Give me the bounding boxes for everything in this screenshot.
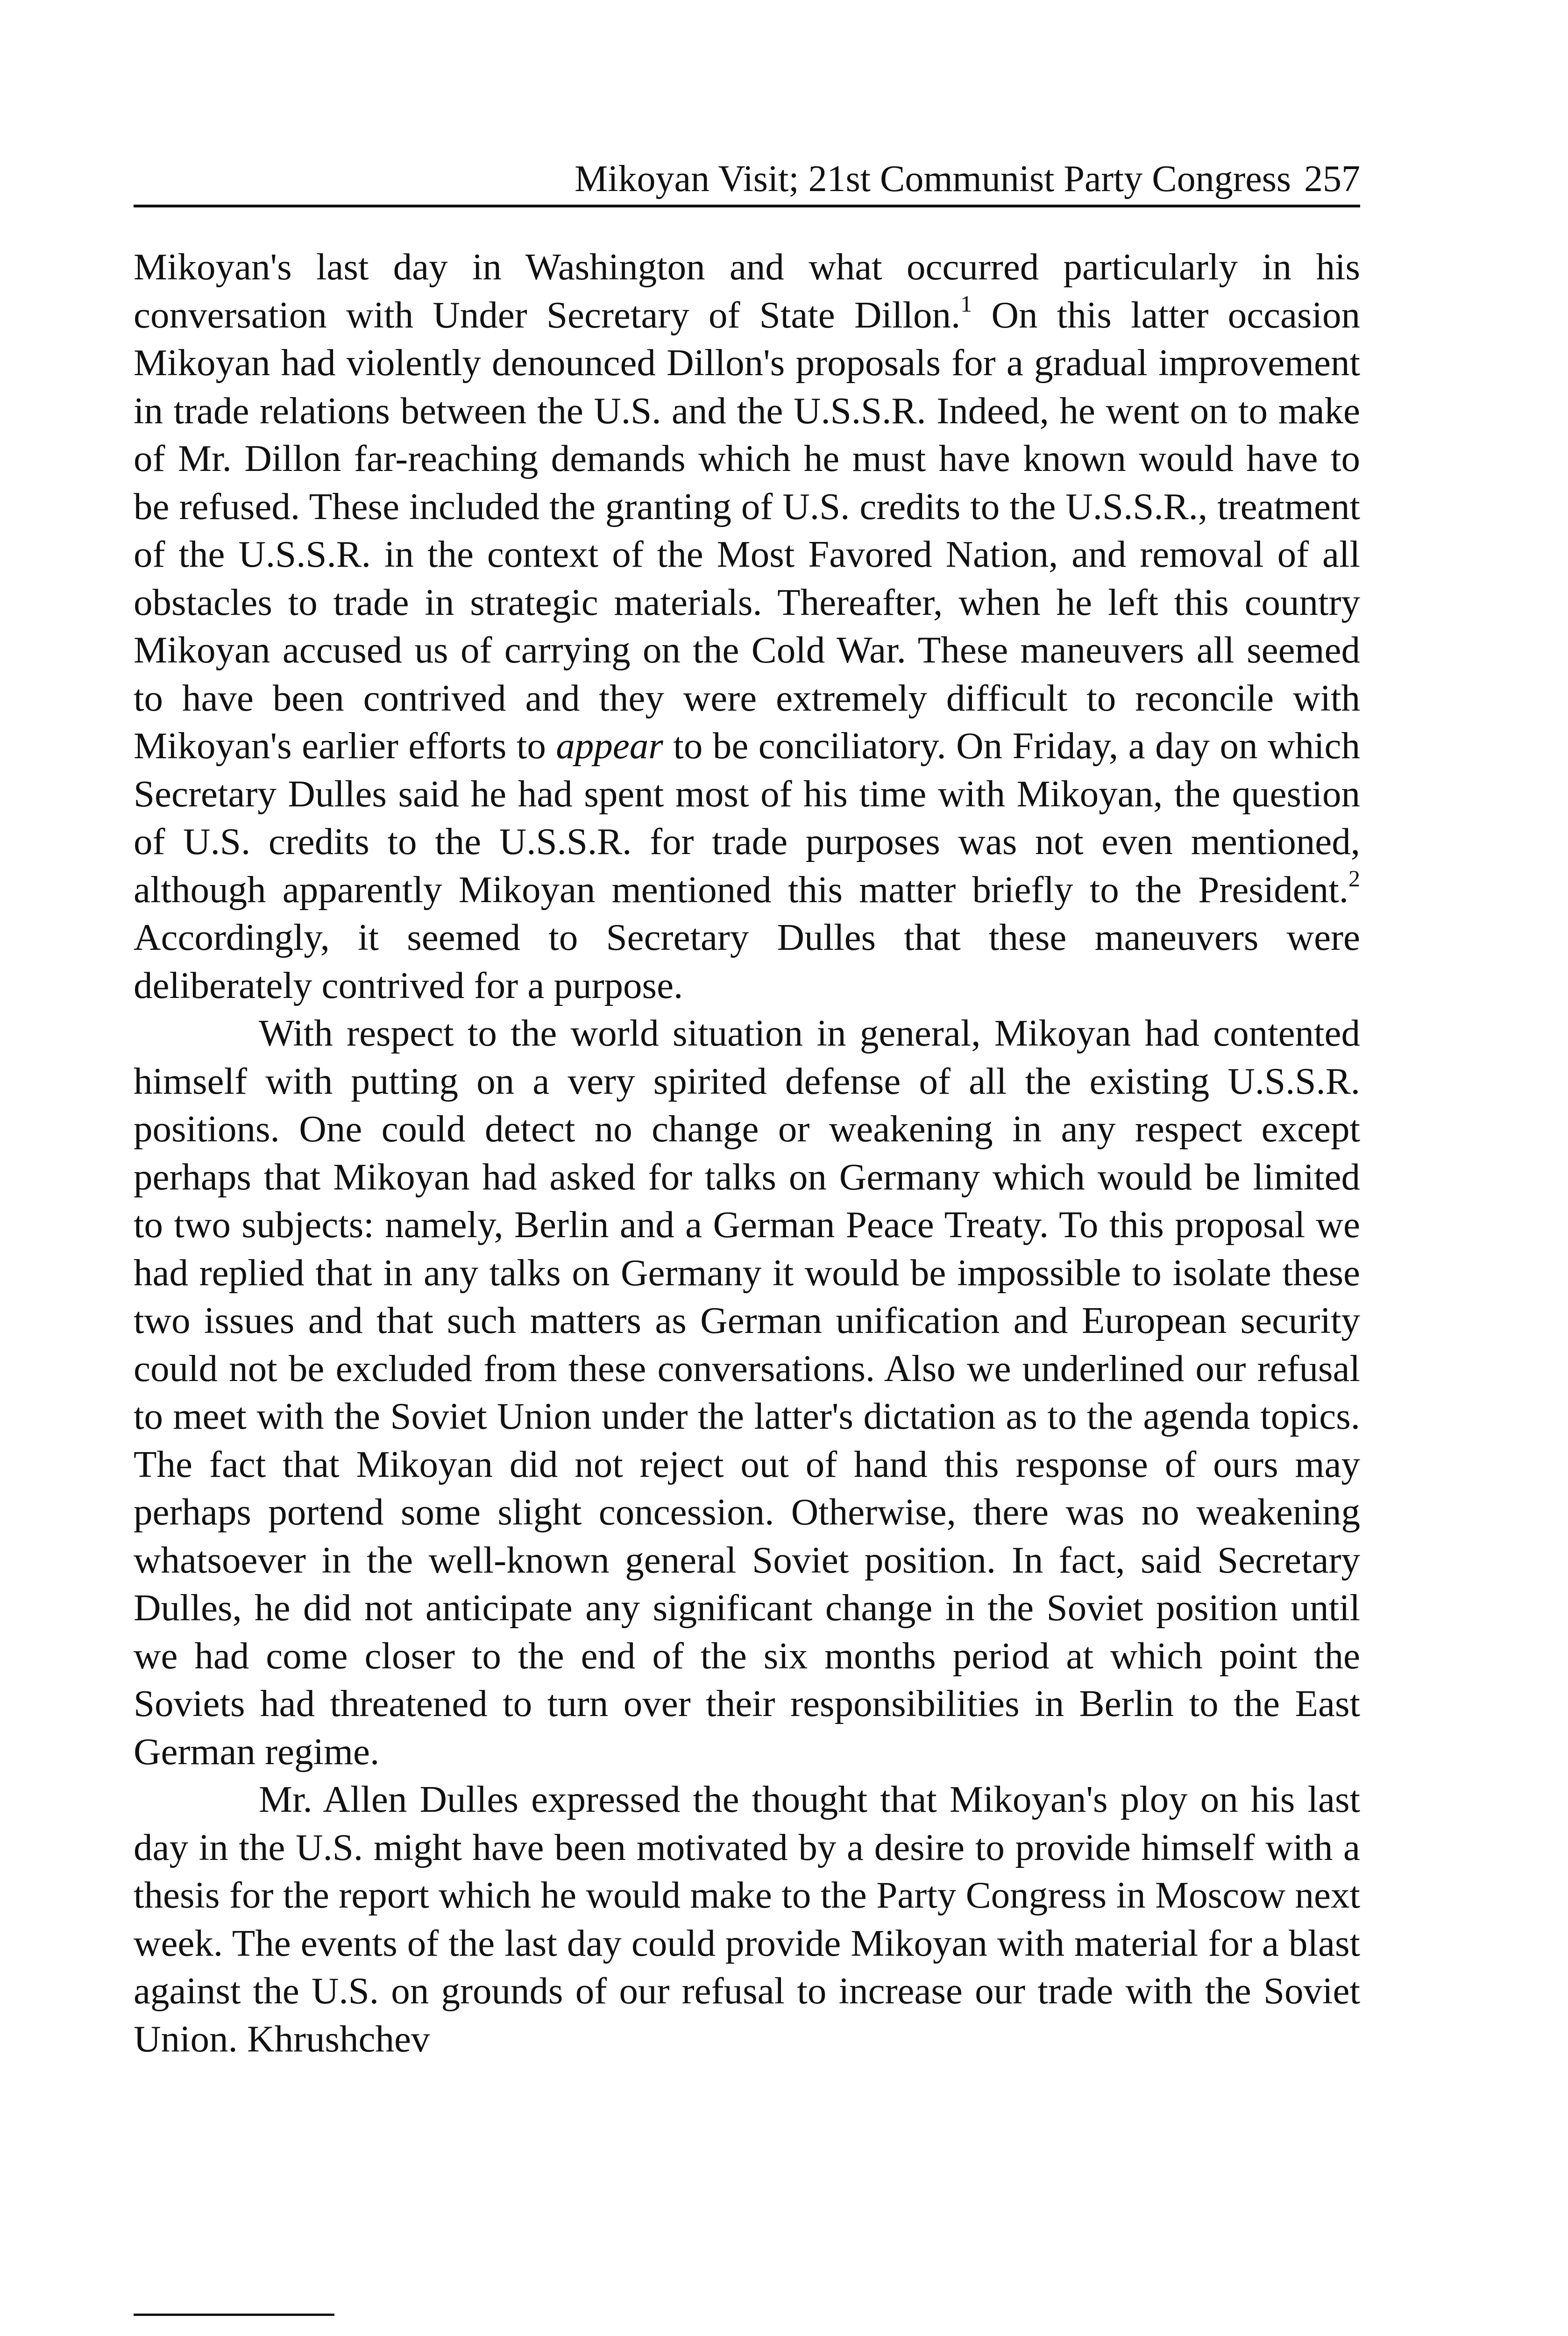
footnote-ref-1: 1 [960, 290, 972, 317]
running-title: Mikoyan Visit; 21st Communist Party Congress [575, 158, 1291, 199]
paragraph-3: Mr. Allen Dulles expressed the thought that Mikoyan's ploy on his last day in the U.S. might have been motivated by a desire to provide himself with a thesis for the report which he would make to the Party Congress in Moscow next week. The events of the last day could provide Mikoyan with material for a blast against the U.S. on grounds of our refusal to increase our trade with the Soviet Union. Khrushchev [134, 1778, 1360, 2060]
main-text [134, 243, 1360, 2063]
emphasis-appear: appear [556, 725, 663, 767]
paragraph-1-text-b: On this latter occasion Mikoyan had violently denounced Dillon's proposals for a gradual improvement in trade relations between the U.S. and the U.S.S.R. Indeed, he went on to make of Mr. Dillon far-reaching demands which he must have known would have to be refused. These included the granting of U.S. credits to the U.S.S.R., treatment of the U.S.S.R. in the context of the Most Favored Nation, and removal of all obstacles to trade in strategic materials. Thereafter, when he left this country Mikoyan accused us of carrying on the Cold War. These maneuvers all seemed to have been contrived and they were extremely difficult to reconcile with Mikoyan's earlier efforts to [134, 293, 1360, 767]
paragraph-1-text-d: Accordingly, it seemed to Secretary Dulles that these maneuvers were deliberately contrived for a purpose. [134, 916, 1360, 1006]
page-number: 257 [1304, 158, 1360, 199]
paragraph-1-text-c: to be conciliatory. On Friday, a day on which Secretary Dulles said he had spent most of his time with Mikoyan, the question of U.S. credits to the U.S.S.R. for trade purposes was not even mentioned, although apparently Mikoyan mentioned this matter briefly to the President. [134, 725, 1360, 911]
footnote-ref-2: 2 [1348, 865, 1360, 891]
paragraph-1 [134, 243, 1360, 1009]
running-header [134, 150, 1360, 207]
footnote-divider [134, 2314, 334, 2316]
paragraph-2: With respect to the world situation in general, Mikoyan had contented himself with putting on a very spirited defense of all the existing U.S.S.R. positions. One could detect no change or weakening in any respect except perhaps that Mikoyan had asked for talks on Germany which would be limited to two subjects: namely, Berlin and a German Peace Treaty. To this proposal we had replied that in any talks on Germany it would be impossible to isolate these two issues and that such matters as German unification and European security could not be excluded from these conversations. Also we underlined our refusal to meet with the Soviet Union under the latter's dictation as to the agenda topics. The fact that Mikoyan did not reject out of hand this response of ours may perhaps portend some slight concession. Otherwise, there was no weakening whatsoever in the well-known general Soviet position. In fact, said Secretary Dulles, he did not anticipate any significant change in the Soviet position until we had come closer to the end of the six months period at which point the Soviets had threatened to turn over their responsibilities in Berlin to the East German regime. [134, 1012, 1360, 1773]
paragraph-1-text-a: Mikoyan's last day in Washington and what occurred particularly in his conversation with Under Secretary of State Dillon. [134, 246, 1360, 336]
